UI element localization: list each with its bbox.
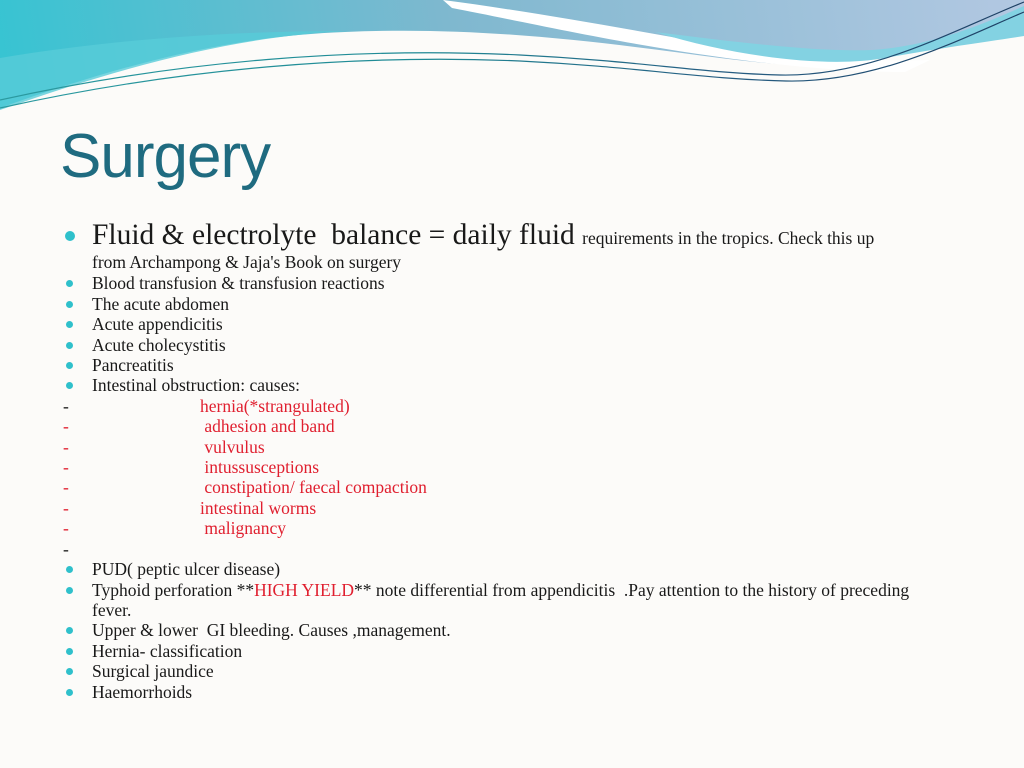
text-run: Surgical jaundice [92,661,214,682]
text-run: Pancreatitis [92,355,174,376]
list-item [63,314,969,334]
text-run: Acute appendicitis [92,314,223,335]
text-run: Fluid & electrolyte balance = daily fluid [92,219,583,251]
bullet-dot-icon [66,668,73,675]
list-item [63,355,969,375]
text-run: intestinal worms [200,497,317,518]
bullet-icon [63,335,92,349]
text-run: HIGH YIELD [254,579,355,600]
bullet-dot-icon [66,342,73,349]
slide-title: Surgery [60,122,271,191]
list-item [63,498,969,518]
list-item [63,457,969,477]
list-item-text [92,294,969,314]
bullet-dot-icon [66,689,73,696]
bullet-dot-icon [66,648,73,655]
list-item [63,294,969,314]
text-run: The acute abdomen [92,293,230,314]
text-run: constipation/ faecal compaction [200,477,427,498]
list-item-text [92,273,969,293]
list-item [63,620,969,640]
text-run: intussusceptions [200,457,320,478]
text-run: ** note differential from appendicitis .Pay attention to the history of preceding [354,579,910,600]
dash-icon: - [63,416,69,437]
list-item-text [92,620,969,640]
list-item [63,518,969,538]
text-run: Haemorrhoids [92,681,193,702]
text-run: Intestinal obstruction: causes: [92,375,301,396]
text-run: adhesion and band [200,416,335,437]
bullet-icon [63,219,92,241]
list-item-text [92,416,969,436]
bullet-dot-icon [66,382,73,389]
list-item-text [92,375,969,395]
bullet-list [63,219,969,702]
list-item-text [92,314,969,334]
dash-icon: - [63,538,69,559]
list-item [63,682,969,702]
list-item-text [92,457,969,477]
dash-icon: - [63,477,69,498]
bullet-dot-icon [66,627,73,634]
dash-icon: - [63,457,69,478]
list-item [63,219,969,272]
bullet-dot-icon [66,362,73,369]
list-item-text [92,355,969,375]
text-run: fever. [92,599,132,620]
list-item-text [92,477,969,497]
list-item-text [92,437,969,457]
bullet-dot-icon [66,566,73,573]
bullet-icon [63,273,92,287]
dash-icon: - [63,518,69,539]
list-item-text [92,559,969,579]
bullet-icon [63,620,92,634]
bullet-dot-icon [66,321,73,328]
list-item [63,661,969,681]
bullet-icon [63,580,92,594]
bullet-icon [63,375,92,389]
bullet-icon [63,559,92,573]
dash-icon: - [63,436,69,457]
dash-icon: - [63,395,69,416]
text-run: Typhoid perforation ** [92,579,255,600]
bullet-icon [63,682,92,696]
text-run: Acute cholecystitis [92,334,226,355]
list-item [63,641,969,661]
bullet-dot-icon [66,280,73,287]
text-run: Hernia- classification [92,640,243,661]
text-run: malignancy [200,518,287,539]
list-item-text [92,682,969,702]
text-run: PUD( peptic ulcer disease) [92,559,281,580]
list-item [63,580,969,621]
list-item [63,396,969,416]
text-run: hernia(*strangulated) [200,395,350,416]
list-item [63,539,969,559]
dash-icon: - [63,497,69,518]
list-item-text [92,219,969,272]
list-item-text [92,335,969,355]
list-item-text [92,661,969,681]
text-run: Upper & lower GI bleeding. Causes ,management. [92,620,451,641]
bullet-icon [63,355,92,369]
text-run: requirements in the tropics. Check this up [582,228,875,248]
list-item-text [92,580,969,621]
bullet-dot-icon [66,301,73,308]
list-item-text [92,498,969,518]
bullet-icon [63,314,92,328]
list-item [63,477,969,497]
list-item [63,273,969,293]
list-item [63,375,969,395]
list-item-text [92,518,969,538]
list-item [63,559,969,579]
list-item-text [92,396,969,416]
bullet-icon [63,661,92,675]
bullet-icon [63,641,92,655]
bullet-dot-icon [65,231,75,241]
text-run: Blood transfusion & transfusion reactions [92,273,385,294]
list-item [63,437,969,457]
list-item [63,335,969,355]
list-item [63,416,969,436]
text-run: vulvulus [200,436,265,457]
list-item-text [92,641,969,661]
bullet-icon [63,294,92,308]
bullet-dot-icon [66,587,73,594]
text-run: from Archampong & Jaja's Book on surgery [92,252,402,272]
